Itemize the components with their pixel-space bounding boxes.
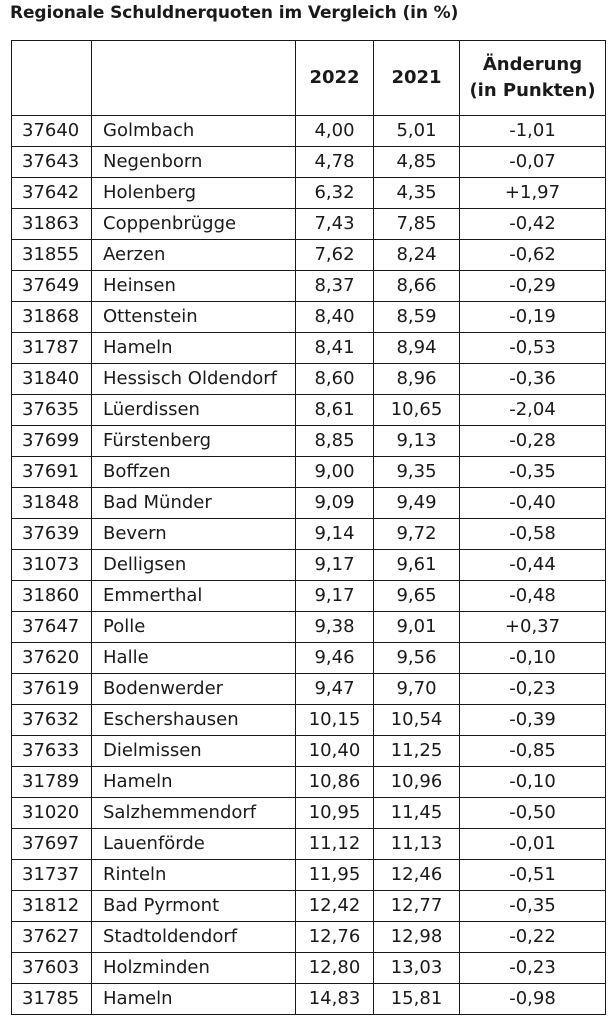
cell-ort: Salzhemmendorf (92, 798, 296, 829)
table-row (12, 302, 606, 333)
cell-ort: Bad Pyrmont (92, 891, 296, 922)
cell-2021: 4,85 (374, 147, 460, 178)
cell-2022: 11,95 (296, 860, 374, 891)
cell-2021: 12,77 (374, 891, 460, 922)
header-plz (12, 41, 92, 116)
cell-2021: 5,01 (374, 116, 460, 147)
cell-2021: 13,03 (374, 953, 460, 984)
header-2021: 2021 (374, 41, 460, 116)
cell-change: -0,10 (460, 767, 606, 798)
cell-change: -0,85 (460, 736, 606, 767)
cell-change: -0,01 (460, 829, 606, 860)
cell-plz: 37635 (12, 395, 92, 426)
cell-change: -0,10 (460, 643, 606, 674)
cell-2022: 10,95 (296, 798, 374, 829)
cell-change: -0,51 (460, 860, 606, 891)
table-row (12, 333, 606, 364)
cell-change: -0,44 (460, 550, 606, 581)
table-header (12, 41, 606, 116)
table-row (12, 705, 606, 736)
table-row (12, 643, 606, 674)
cell-plz: 31868 (12, 302, 92, 333)
cell-2022: 12,80 (296, 953, 374, 984)
table-row (12, 891, 606, 922)
cell-plz: 37633 (12, 736, 92, 767)
cell-2022: 10,15 (296, 705, 374, 736)
cell-ort: Rinteln (92, 860, 296, 891)
cell-change: -0,98 (460, 984, 606, 1015)
cell-plz: 31737 (12, 860, 92, 891)
cell-2021: 11,45 (374, 798, 460, 829)
cell-plz: 37699 (12, 426, 92, 457)
cell-2022: 9,17 (296, 581, 374, 612)
cell-2022: 9,14 (296, 519, 374, 550)
cell-2021: 8,94 (374, 333, 460, 364)
cell-change: -0,23 (460, 674, 606, 705)
cell-ort: Eschershausen (92, 705, 296, 736)
cell-change: -2,04 (460, 395, 606, 426)
cell-plz: 37603 (12, 953, 92, 984)
cell-plz: 31848 (12, 488, 92, 519)
cell-change: -0,19 (460, 302, 606, 333)
cell-2022: 8,61 (296, 395, 374, 426)
cell-2021: 9,56 (374, 643, 460, 674)
header-row (12, 41, 606, 116)
cell-plz: 37642 (12, 178, 92, 209)
cell-ort: Holzminden (92, 953, 296, 984)
table-row (12, 116, 606, 147)
cell-2022: 10,40 (296, 736, 374, 767)
cell-change: -0,23 (460, 953, 606, 984)
cell-ort: Stadtoldendorf (92, 922, 296, 953)
table-row (12, 829, 606, 860)
cell-2022: 8,41 (296, 333, 374, 364)
cell-ort: Aerzen (92, 240, 296, 271)
cell-2021: 9,72 (374, 519, 460, 550)
cell-plz: 31073 (12, 550, 92, 581)
table-row (12, 922, 606, 953)
cell-ort: Coppenbrügge (92, 209, 296, 240)
table-row (12, 519, 606, 550)
cell-2021: 11,13 (374, 829, 460, 860)
cell-2022: 9,46 (296, 643, 374, 674)
cell-2021: 9,13 (374, 426, 460, 457)
cell-plz: 37632 (12, 705, 92, 736)
cell-plz: 31020 (12, 798, 92, 829)
cell-2022: 8,40 (296, 302, 374, 333)
cell-ort: Negenborn (92, 147, 296, 178)
header-change-line2: (in Punkten) (469, 80, 596, 101)
cell-2021: 12,98 (374, 922, 460, 953)
cell-2021: 8,59 (374, 302, 460, 333)
debtor-quota-table (11, 40, 606, 1015)
cell-plz: 31863 (12, 209, 92, 240)
cell-2021: 8,66 (374, 271, 460, 302)
table-row (12, 426, 606, 457)
cell-ort: Ottenstein (92, 302, 296, 333)
cell-ort: Bevern (92, 519, 296, 550)
table-row (12, 953, 606, 984)
table-row (12, 271, 606, 302)
cell-2021: 10,54 (374, 705, 460, 736)
cell-ort: Heinsen (92, 271, 296, 302)
cell-2022: 4,78 (296, 147, 374, 178)
cell-ort: Boffzen (92, 457, 296, 488)
table-row (12, 457, 606, 488)
table-row (12, 674, 606, 705)
cell-2021: 9,61 (374, 550, 460, 581)
cell-change: -0,40 (460, 488, 606, 519)
page-title: Regionale Schuldnerquoten im Vergleich (in %) (10, 3, 459, 23)
cell-ort: Lauenförde (92, 829, 296, 860)
cell-plz: 31789 (12, 767, 92, 798)
cell-ort: Dielmissen (92, 736, 296, 767)
cell-2022: 9,09 (296, 488, 374, 519)
cell-2022: 9,47 (296, 674, 374, 705)
cell-plz: 37640 (12, 116, 92, 147)
cell-plz: 31787 (12, 333, 92, 364)
cell-plz: 37697 (12, 829, 92, 860)
cell-2021: 10,96 (374, 767, 460, 798)
cell-ort: Fürstenberg (92, 426, 296, 457)
cell-change: -0,53 (460, 333, 606, 364)
header-ort (92, 41, 296, 116)
cell-2022: 9,38 (296, 612, 374, 643)
cell-change: -0,35 (460, 457, 606, 488)
table-row (12, 612, 606, 643)
table-row (12, 550, 606, 581)
cell-ort: Hameln (92, 333, 296, 364)
table-row (12, 240, 606, 271)
cell-change: +1,97 (460, 178, 606, 209)
cell-2021: 10,65 (374, 395, 460, 426)
table-row (12, 147, 606, 178)
header-2022: 2022 (296, 41, 374, 116)
cell-plz: 37647 (12, 612, 92, 643)
cell-plz: 31840 (12, 364, 92, 395)
cell-2022: 12,42 (296, 891, 374, 922)
table-row (12, 364, 606, 395)
cell-change: -0,36 (460, 364, 606, 395)
cell-change: -1,01 (460, 116, 606, 147)
cell-plz: 37691 (12, 457, 92, 488)
cell-2021: 8,24 (374, 240, 460, 271)
cell-2021: 9,49 (374, 488, 460, 519)
cell-2021: 11,25 (374, 736, 460, 767)
cell-2021: 15,81 (374, 984, 460, 1015)
table-row (12, 581, 606, 612)
cell-2022: 11,12 (296, 829, 374, 860)
cell-plz: 37619 (12, 674, 92, 705)
cell-plz: 31812 (12, 891, 92, 922)
cell-ort: Golmbach (92, 116, 296, 147)
table-row (12, 798, 606, 829)
cell-2022: 9,00 (296, 457, 374, 488)
cell-change: +0,37 (460, 612, 606, 643)
cell-2021: 9,70 (374, 674, 460, 705)
cell-2022: 7,43 (296, 209, 374, 240)
cell-ort: Hessisch Oldendorf (92, 364, 296, 395)
cell-ort: Bodenwerder (92, 674, 296, 705)
table-row (12, 736, 606, 767)
cell-2022: 8,85 (296, 426, 374, 457)
cell-ort: Lüerdissen (92, 395, 296, 426)
cell-change: -0,35 (460, 891, 606, 922)
cell-change: -0,07 (460, 147, 606, 178)
cell-change: -0,58 (460, 519, 606, 550)
cell-ort: Holenberg (92, 178, 296, 209)
cell-change: -0,62 (460, 240, 606, 271)
cell-2022: 9,17 (296, 550, 374, 581)
cell-ort: Bad Münder (92, 488, 296, 519)
cell-2022: 8,37 (296, 271, 374, 302)
cell-ort: Emmerthal (92, 581, 296, 612)
cell-2022: 7,62 (296, 240, 374, 271)
cell-2021: 8,96 (374, 364, 460, 395)
cell-2021: 9,65 (374, 581, 460, 612)
cell-2022: 10,86 (296, 767, 374, 798)
cell-2022: 4,00 (296, 116, 374, 147)
cell-plz: 31855 (12, 240, 92, 271)
cell-change: -0,28 (460, 426, 606, 457)
cell-ort: Halle (92, 643, 296, 674)
cell-2022: 14,83 (296, 984, 374, 1015)
cell-2021: 7,85 (374, 209, 460, 240)
cell-plz: 37643 (12, 147, 92, 178)
cell-2021: 12,46 (374, 860, 460, 891)
table-row (12, 984, 606, 1015)
cell-ort: Hameln (92, 767, 296, 798)
cell-plz: 37620 (12, 643, 92, 674)
table-row (12, 767, 606, 798)
cell-2021: 9,35 (374, 457, 460, 488)
cell-ort: Hameln (92, 984, 296, 1015)
cell-2022: 6,32 (296, 178, 374, 209)
cell-change: -0,22 (460, 922, 606, 953)
cell-plz: 37627 (12, 922, 92, 953)
cell-2021: 4,35 (374, 178, 460, 209)
header-change (460, 41, 606, 116)
cell-2022: 12,76 (296, 922, 374, 953)
cell-2022: 8,60 (296, 364, 374, 395)
cell-plz: 31860 (12, 581, 92, 612)
header-change-line1: Änderung (482, 54, 583, 75)
cell-ort: Delligsen (92, 550, 296, 581)
cell-change: -0,50 (460, 798, 606, 829)
table-row (12, 488, 606, 519)
cell-change: -0,39 (460, 705, 606, 736)
table-row (12, 860, 606, 891)
cell-change: -0,42 (460, 209, 606, 240)
table-row (12, 178, 606, 209)
cell-plz: 37639 (12, 519, 92, 550)
cell-plz: 31785 (12, 984, 92, 1015)
cell-2021: 9,01 (374, 612, 460, 643)
cell-plz: 37649 (12, 271, 92, 302)
table-row (12, 209, 606, 240)
table-row (12, 395, 606, 426)
cell-change: -0,48 (460, 581, 606, 612)
table-body (12, 116, 606, 1015)
cell-change: -0,29 (460, 271, 606, 302)
cell-ort: Polle (92, 612, 296, 643)
